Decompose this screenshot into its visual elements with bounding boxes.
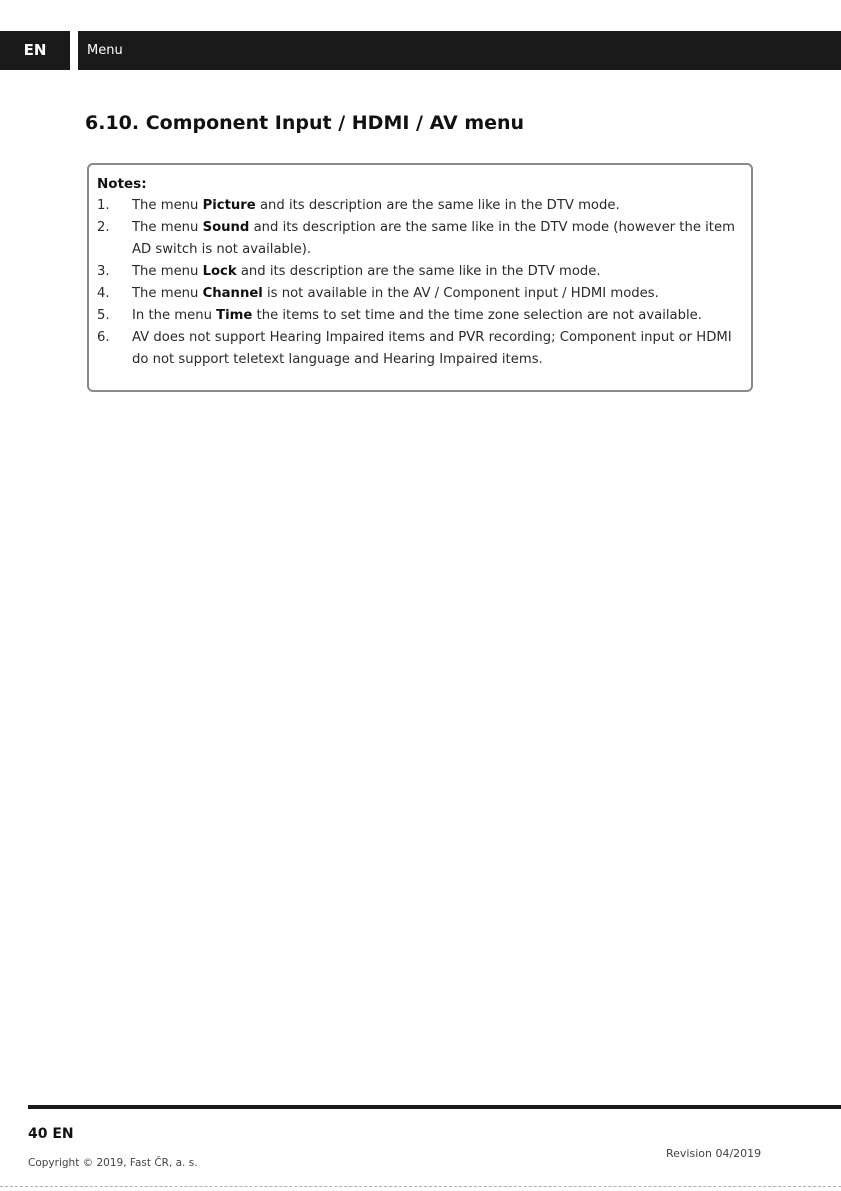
language-tab: EN	[0, 31, 70, 70]
menu-name: Lock	[202, 264, 237, 279]
menu-name: Sound	[202, 220, 250, 235]
note-item	[97, 327, 741, 371]
page-title: 6.10. Component Input / HDMI / AV menu	[85, 112, 525, 134]
menu-name: Channel	[202, 286, 263, 301]
footer-rule	[28, 1105, 841, 1109]
page-number: 40 EN	[28, 1126, 74, 1142]
note-number: 6.	[97, 330, 110, 345]
notes-heading: Notes:	[97, 176, 147, 192]
note-number: 2.	[97, 220, 110, 235]
note-text: In the menu Time the items to set time and the time zone selection are not available.	[132, 308, 702, 323]
section-header-bar	[78, 31, 841, 70]
note-text: The menu Lock and its description are the same like in the DTV mode.	[132, 264, 601, 279]
note-text: The menu Sound and its description are the same like in the DTV mode (however the item AD switch is not available).	[132, 220, 735, 257]
note-item	[97, 283, 741, 305]
menu-name: Picture	[202, 198, 256, 213]
note-text: AV does not support Hearing Impaired items and PVR recording; Component input or HDMI do not support teletext language and Hearing Impaired items.	[132, 330, 732, 367]
note-text: The menu Channel is not available in the AV / Component input / HDMI modes.	[132, 286, 659, 301]
note-text: The menu Picture and its description are the same like in the DTV mode.	[132, 198, 620, 213]
trim-line	[0, 1186, 841, 1187]
menu-name: Time	[216, 308, 253, 323]
note-item	[97, 261, 741, 283]
note-item	[97, 305, 741, 327]
note-number: 3.	[97, 264, 110, 279]
note-number: 4.	[97, 286, 110, 301]
revision-label: Revision 04/2019	[666, 1147, 762, 1160]
note-item	[97, 217, 741, 261]
note-item	[97, 195, 741, 217]
notes-box	[87, 163, 753, 392]
section-label: Menu	[87, 43, 123, 58]
note-number: 1.	[97, 198, 110, 213]
note-number: 5.	[97, 308, 110, 323]
copyright-label: Copyright © 2019, Fast ČR, a. s.	[28, 1157, 198, 1169]
